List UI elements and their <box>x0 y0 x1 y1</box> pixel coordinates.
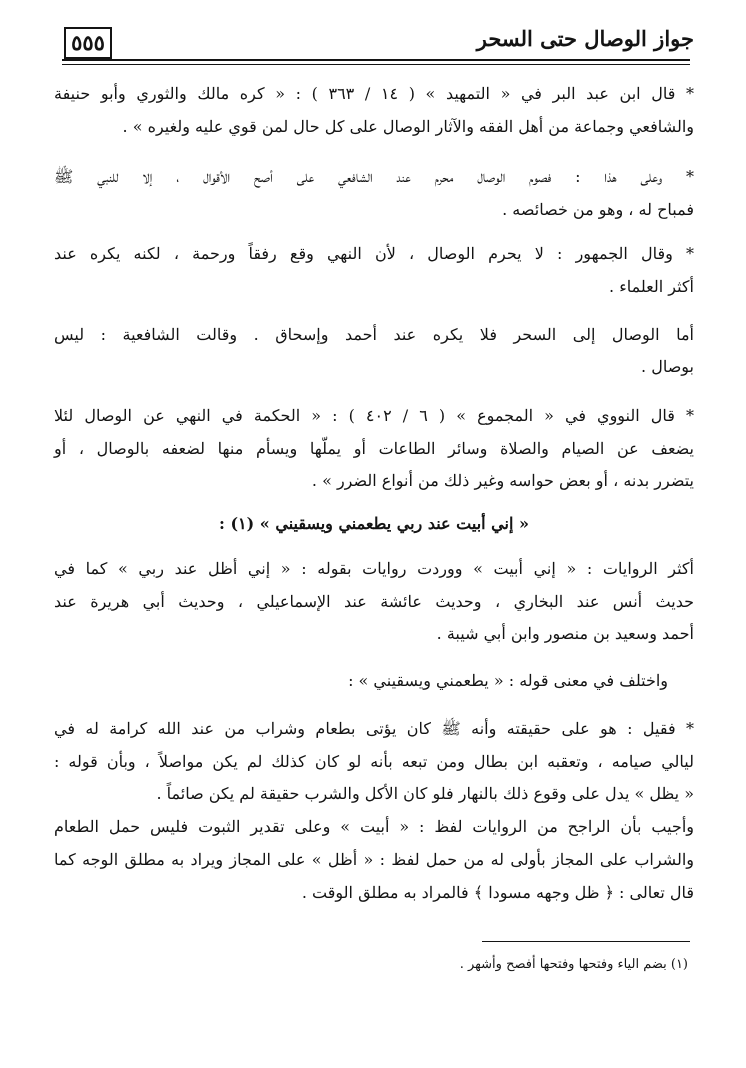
text-line: أكثر الروايات : « إني أبيت » ووردت روايات بقوله : « إني أظل عند ربي » كما في <box>54 559 694 578</box>
text-line: أحمد وسعيد بن منصور وابن أبي شيبة . <box>436 624 694 643</box>
page-number: ٥٥٥ <box>64 27 112 59</box>
body-text <box>54 0 694 1068</box>
text-line: واختلف في معنى قوله : « يطعمني ويسقيني » : <box>348 671 668 690</box>
footnote-rule <box>482 941 690 942</box>
text-line: * قال النووي في « المجموع » ( ٦ / ٤٠٢ ) : « الحكمة في النهي عن الوصال لئلا <box>54 406 695 425</box>
text-line: * قال ابن عبد البر في « التمهيد » ( ١٤ / ٣٦٣ ) : « كره مالك والثوري وأبو حنيفة <box>54 84 695 103</box>
running-title: جواز الوصال حتى السحر <box>476 26 694 51</box>
text-line: أكثر العلماء . <box>609 277 694 296</box>
text-line: وأجيب بأن الراجح من الروايات لفظ : « أبيت » وعلى تقدير الثبوت فليس حمل الطعام <box>54 817 694 836</box>
text-line: والشافعي وجماعة من أهل الفقه والآثار الوصال على كل حال لمن قوي عليه ولغيره » . <box>122 117 694 136</box>
text-line: فمباح له ، وهو من خصائصه . <box>502 200 694 219</box>
footnote: (١) بضم الياء وفتحها وفتحها أفصح وأشهر . <box>459 957 688 972</box>
text-line: ليالي صيامه ، وتعقبه ابن بطال ومن تبعه بأنه لو كان كذلك لم يكن مواصلاً ، وبأن قوله : <box>54 752 694 771</box>
text-line: * وقال الجمهور : لا يحرم الوصال ، لأن النهي وقع رفقاً ورحمة ، لكنه يكره عند <box>54 244 694 263</box>
text-line: أما الوصال إلى السحر فلا يكره عند أحمد وإسحاق . وقالت الشافعية : ليس <box>54 325 694 344</box>
text-line: * وعلى هذا : فصوم الوصال محرم عند الشافعي على أصح الأقوال ، إلا للنبي ﷺ <box>54 167 694 186</box>
text-line: والشراب على المجاز بأولى له من حمل لفظ : « أظل » على المجاز ويراد به مطلق الوجه كما <box>54 850 694 869</box>
text-line: * فقيل : هو على حقيقته وأنه ﷺ كان يؤتى بطعام وشراب من عند الله كرامة له في <box>54 719 694 738</box>
text-line: حديث أنس عند البخاري ، وحديث عائشة عند الإسماعيلي ، وحديث أبي هريرة عند <box>54 592 694 611</box>
text-line: يضعف عن الصيام والصلاة وسائر الطاعات أو يملّها ويسأم منها لضعفه بالوصال ، أو <box>54 439 694 458</box>
heading-hadith: « إني أبيت عند ربي يطعمني ويسقيني » (١) : <box>219 514 529 533</box>
text-line: « يظل » يدل على وقوع ذلك بالنهار فلو كان الأكل والشرب حقيقة لم يكن صائماً . <box>156 784 694 803</box>
text-line: قال تعالى : ﴿ ظل وجهه مسودا ﴾ فالمراد به مطلق الوقت . <box>301 883 694 902</box>
text-line: يتضرر بدنه ، أو بعض حواسه وغير ذلك من أنواع الضرر » . <box>311 471 694 490</box>
text-line: بوصال . <box>641 357 694 376</box>
